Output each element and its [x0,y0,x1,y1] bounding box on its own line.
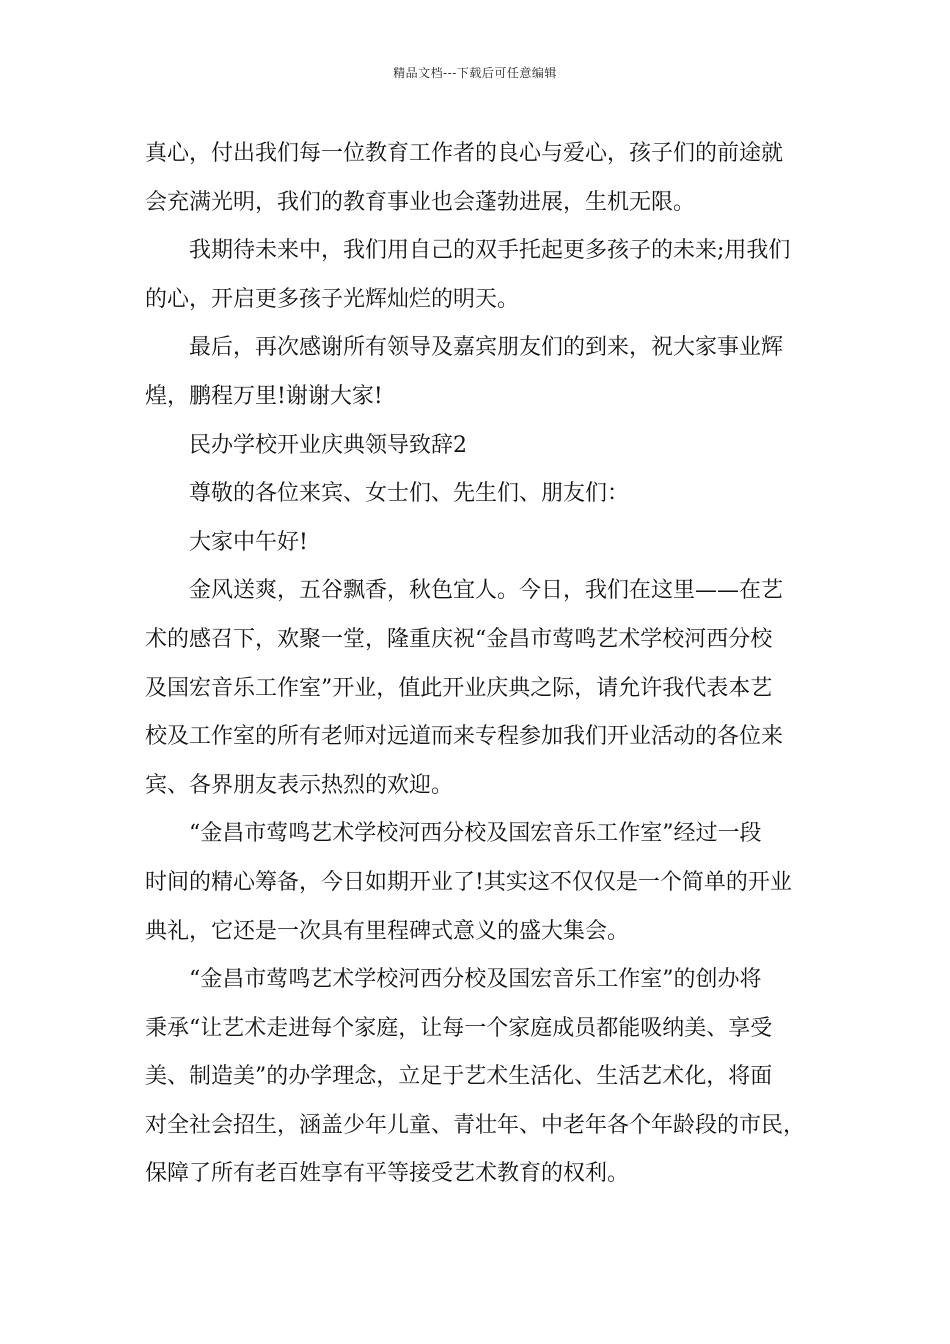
paragraph-1 [145,130,825,227]
paragraph-3 [145,324,825,421]
text-line: 校及工作室的所有老师对远道而来专程参加我们开业活动的各位来 [145,724,784,750]
text-line: 对全社会招生，涵盖少年儿童、青壮年、中老年各个年龄段的市民， [145,1112,806,1138]
text-line: 及国宏音乐工作室”开业，值此开业庆典之际，请允许我代表本艺 [145,675,773,701]
text-line: 的心，开启更多孩子光辉灿烂的明天。 [145,286,520,312]
greeting [145,519,825,568]
text-line: 典礼，它还是一次具有里程碑式意义的盛大集会。 [145,918,630,944]
text-line: 美、制造美”的办学理念，立足于艺术生活化、生活艺术化，将面 [145,1064,773,1090]
paragraph-2 [145,227,825,324]
paragraph-9 [145,956,825,1199]
text-line: 大家中午好! [189,529,308,555]
text-line: 最后，再次感谢所有领导及嘉宾朋友们的到来，祝大家事业辉 [189,335,784,361]
text-line: 会充满光明，我们的教育事业也会蓬勃进展，生机无限。 [145,189,696,215]
text-line: 宾、各界朋友表示热烈的欢迎。 [145,772,454,798]
text-line: 保障了所有老百姓享有平等接受艺术教育的权利。 [145,1161,630,1187]
page-header: 精品文档---下载后可任意编辑 [393,66,557,80]
text-line: 金风送爽，五谷飘香，秋色宜人。今日，我们在这里——在艺 [189,578,784,604]
paragraph-7 [145,567,825,810]
text-line: “金昌市莺鸣艺术学校河西分校及国宏音乐工作室”经过一段 [189,821,762,847]
text-line: 真心，付出我们每一位教育工作者的良心与爱心，孩子们的前途就 [145,141,784,166]
paragraph-8 [145,810,825,956]
text-line: 我期待未来中，我们用自己的双手托起更多孩子的未来;用我们 [189,238,791,264]
text-line: “金昌市莺鸣艺术学校河西分校及国宏音乐工作室”的创办将 [189,967,762,993]
text-line: 民办学校开业庆典领导致辞2 [189,432,467,458]
section-title [145,422,825,471]
text-line: 尊敬的各位来宾、女士们、先生们、朋友们： [189,481,630,507]
salutation [145,470,825,519]
text-line: 秉承“让艺术走进每个家庭，让每一个家庭成员都能吸纳美、享受 [145,1015,773,1041]
document-body [145,130,825,1199]
text-line: 煌，鹏程万里!谢谢大家! [145,383,383,409]
text-line: 时间的精心筹备，今日如期开业了!其实这不仅仅是一个简单的开业 [145,869,792,895]
text-line: 术的感召下，欢聚一堂，隆重庆祝“金昌市莺鸣艺术学校河西分校 [145,626,773,652]
